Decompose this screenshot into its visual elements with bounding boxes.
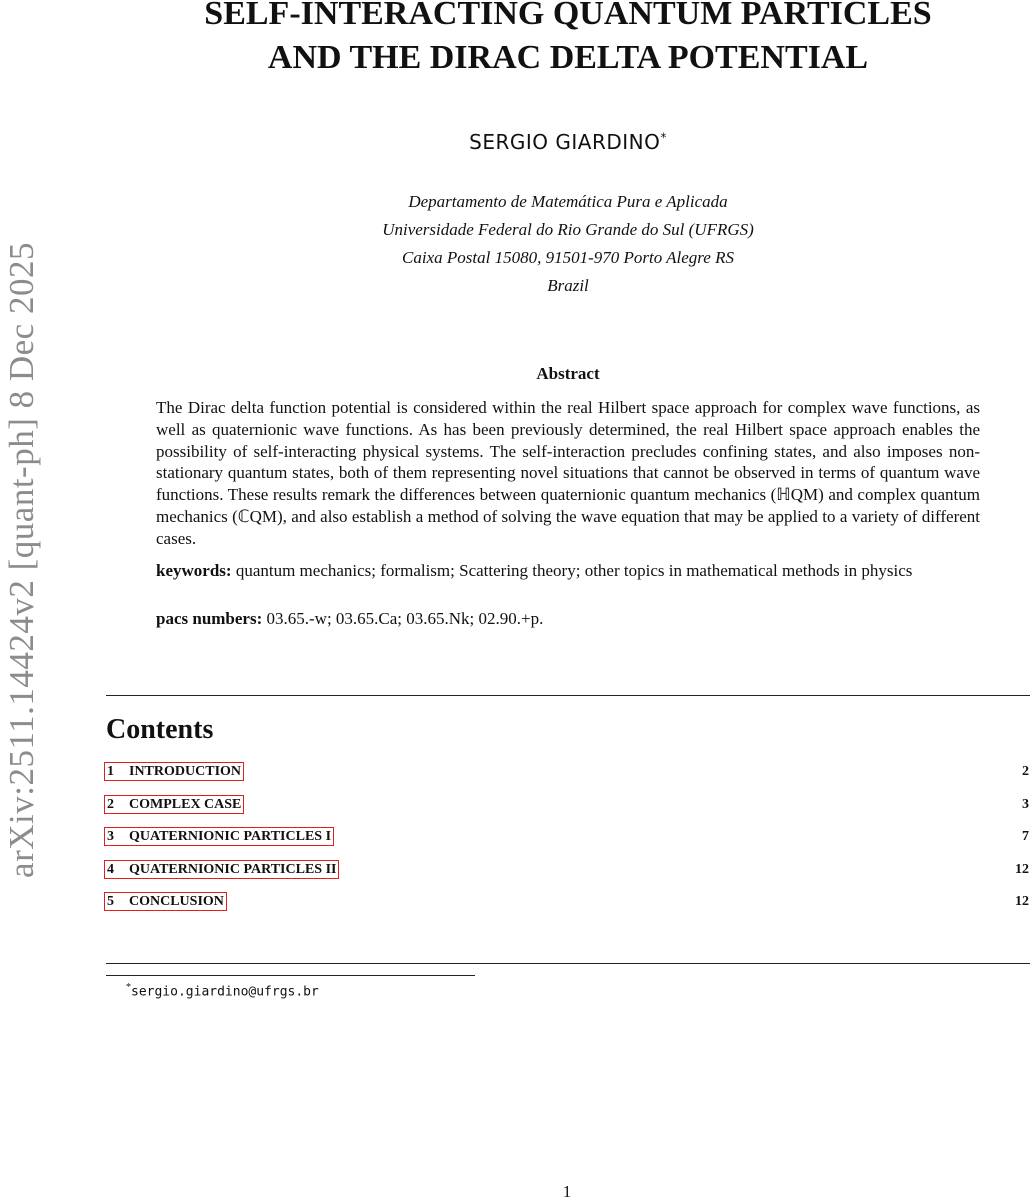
footnote-mark: *: [126, 982, 131, 993]
toc-title: QUATERNIONIC PARTICLES II: [129, 861, 337, 877]
footnote-email[interactable]: sergio.giardino@ufrgs.br: [131, 984, 319, 1000]
author-name: SERGIO GIARDINO: [469, 130, 661, 154]
toc-number: 5: [107, 894, 114, 910]
toc-number: 4: [107, 861, 114, 877]
toc-link-quaternionic-particles-2[interactable]: [104, 860, 339, 879]
toc-page-number: 12: [1015, 861, 1029, 877]
paper-title: [150, 0, 986, 80]
contents-heading: Contents: [106, 714, 214, 745]
affiliation-line-4: Brazil: [547, 276, 589, 295]
arxiv-identifier-stamp: [0, 200, 44, 920]
affiliation-line-1: Departamento de Matemática Pura e Aplicada: [408, 192, 728, 211]
toc-link-conclusion[interactable]: [104, 892, 227, 911]
toc-number: 1: [107, 764, 114, 779]
table-of-contents: [104, 759, 1030, 922]
toc-page-number: 3: [1022, 796, 1029, 812]
toc-entry: [104, 792, 1030, 825]
toc-page-number: 12: [1015, 894, 1029, 910]
affiliation-line-2: Universidade Federal do Rio Grande do Sul (UFRGS): [382, 220, 754, 239]
pacs-label: pacs numbers:: [156, 609, 263, 628]
affiliation: [150, 188, 986, 300]
pacs-text: 03.65.-w; 03.65.Ca; 03.65.Nk; 02.90.+p.: [262, 609, 544, 628]
toc-link-quaternionic-particles-1[interactable]: [104, 827, 334, 846]
keywords-text: quantum mechanics; formalism; Scattering theory; other topics in mathematical methods in physics: [231, 561, 913, 580]
page-number: 1: [562, 1182, 572, 1201]
author: [150, 130, 986, 154]
footnote: [126, 982, 319, 999]
toc-link-complex-case[interactable]: [104, 795, 244, 814]
abstract-body: The Dirac delta function potential is considered within the real Hilbert space approach for complex wave functions, as well as quaternionic wave functions. As has been previously determined, the real Hilbert space approach enables the possibility of self-interacting physical systems. The self-interaction precludes confining states, and also imposes non-stationary quantum states, both of them representing novel situations that cannot be observed in terms of quantum wave functions. These results remark the differences between quaternionic quantum mechanics (ℍQM) and complex quantum mechanics (ℂQM), and also establish a method of solving the wave equation that may be applied to a variety of different cases.: [156, 398, 980, 548]
toc-number: 3: [107, 829, 114, 845]
toc-page-number: 7: [1022, 829, 1029, 845]
keywords: [156, 560, 980, 582]
contents-top-rule: [106, 695, 1030, 696]
title-line-1: SELF-INTERACTING QUANTUM PARTICLES: [204, 0, 932, 32]
title-line-2: AND THE DIRAC DELTA POTENTIAL: [267, 39, 869, 76]
author-footnote-mark: *: [660, 130, 667, 145]
arxiv-stamp-text: arXiv:2511.14424v2 [quant-ph] 8 Dec 2025: [2, 242, 41, 878]
toc-entry: [104, 759, 1030, 792]
abstract-heading: Abstract: [536, 364, 600, 383]
footnote-rule: [106, 975, 475, 976]
toc-title: INTRODUCTION: [129, 764, 242, 779]
toc-title: CONCLUSION: [129, 894, 224, 910]
toc-entry: [104, 824, 1030, 857]
toc-title: COMPLEX CASE: [129, 796, 242, 812]
pacs-numbers: [156, 608, 980, 630]
contents-bottom-rule: [106, 963, 1030, 964]
affiliation-line-3: Caixa Postal 15080, 91501-970 Porto Alegre RS: [402, 248, 734, 267]
toc-link-introduction[interactable]: [104, 762, 244, 781]
keywords-label: keywords:: [156, 561, 232, 580]
toc-page-number: 2: [1022, 764, 1029, 779]
toc-entry: [104, 857, 1030, 890]
toc-title: QUATERNIONIC PARTICLES I: [129, 829, 332, 845]
toc-entry: [104, 889, 1030, 922]
toc-number: 2: [107, 796, 114, 812]
